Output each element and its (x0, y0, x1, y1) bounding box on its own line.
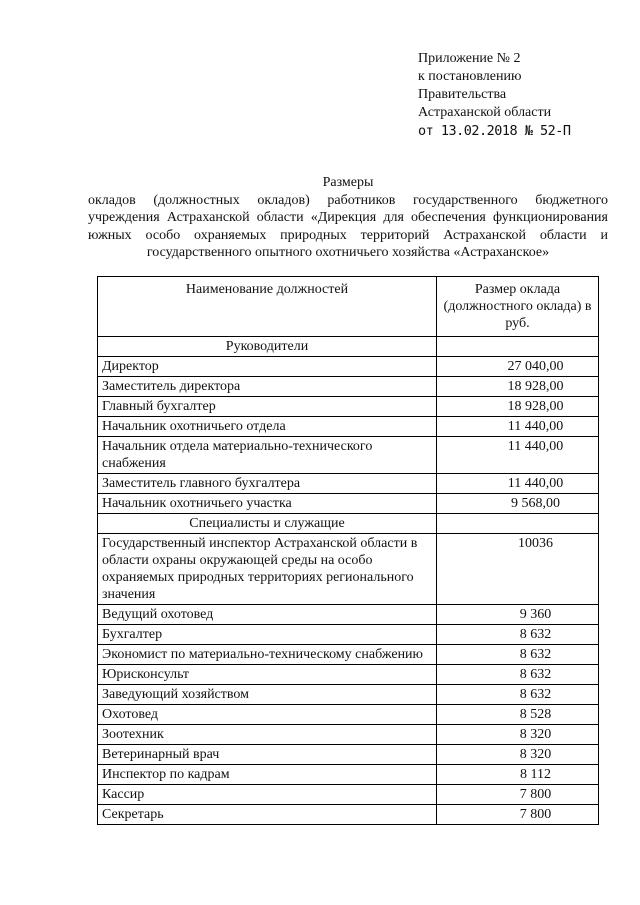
table-header-row (98, 277, 599, 337)
table-row (98, 534, 599, 605)
appendix-line: Приложение № 2 (418, 51, 521, 66)
position-name: Бухгалтер (98, 625, 437, 645)
table-row (98, 725, 599, 745)
position-name: Директор (98, 357, 437, 377)
header-position: Наименование должностей (98, 277, 437, 337)
section-row (98, 514, 599, 534)
salary-value: 8 632 (437, 685, 599, 705)
salary-value: 8 632 (437, 665, 599, 685)
position-name: Государственный инспектор Астраханской области в области охраны окружающей среды на особо охраняемых природных территориях регионального значения (98, 534, 437, 605)
salary-value: 11 440,00 (437, 474, 599, 494)
section-empty-cell (437, 337, 599, 357)
table-row (98, 437, 599, 474)
salary-value: 7 800 (437, 805, 599, 825)
salary-value: 8 112 (437, 765, 599, 785)
table-body (98, 337, 599, 825)
salary-table (97, 276, 599, 825)
salary-value: 8 632 (437, 645, 599, 665)
salary-value: 11 440,00 (437, 417, 599, 437)
position-name: Секретарь (98, 805, 437, 825)
table-row (98, 785, 599, 805)
appendix-line: к постановлению (418, 69, 522, 84)
table-row (98, 474, 599, 494)
table-row (98, 625, 599, 645)
salary-value: 10036 (437, 534, 599, 605)
position-name: Главный бухгалтер (98, 397, 437, 417)
position-name: Начальник охотничьего участка (98, 494, 437, 514)
salary-value: 9 568,00 (437, 494, 599, 514)
section-row (98, 337, 599, 357)
position-name: Заведующий хозяйством (98, 685, 437, 705)
section-title: Специалисты и служащие (98, 514, 437, 534)
salary-value: 7 800 (437, 785, 599, 805)
salary-value: 18 928,00 (437, 377, 599, 397)
appendix-date-number: от 13.02.2018 № 52-П (418, 123, 571, 139)
table-row (98, 357, 599, 377)
position-name: Ведущий охотовед (98, 605, 437, 625)
table-row (98, 494, 599, 514)
salary-value: 18 928,00 (437, 397, 599, 417)
position-name: Экономист по материально-техническому снабжению (98, 645, 437, 665)
table-row (98, 377, 599, 397)
section-title: Руководители (98, 337, 437, 357)
salary-value: 8 528 (437, 705, 599, 725)
table-row (98, 765, 599, 785)
salary-value: 8 320 (437, 725, 599, 745)
position-name: Начальник охотничьего отдела (98, 417, 437, 437)
title-heading: Размеры (322, 175, 374, 190)
table-row (98, 685, 599, 705)
table-row (98, 605, 599, 625)
table-row (98, 805, 599, 825)
table-row (98, 417, 599, 437)
table-row (98, 397, 599, 417)
position-name: Кассир (98, 785, 437, 805)
document-title (88, 174, 608, 262)
position-name: Ветеринарный врач (98, 745, 437, 765)
salary-value: 9 360 (437, 605, 599, 625)
title-text: окладов (должностных окладов) работников государственного бюджетного учреждения Астраханской области «Дирекция для обеспечения функционирования южных особо охраняемых природных территорий Астраханской области и государственного опытного охотничьего хозяйства «Астраханское» (88, 192, 608, 260)
table-row (98, 645, 599, 665)
section-empty-cell (437, 514, 599, 534)
salary-value: 8 632 (437, 625, 599, 645)
table-row (98, 745, 599, 765)
table-row (98, 705, 599, 725)
header-salary: Размер оклада (должностного оклада) в руб. (437, 277, 599, 337)
table-row (98, 665, 599, 685)
appendix-line: Правительства (418, 87, 507, 102)
salary-value: 11 440,00 (437, 437, 599, 474)
salary-value: 27 040,00 (437, 357, 599, 377)
position-name: Заместитель главного бухгалтера (98, 474, 437, 494)
position-name: Зоотехник (98, 725, 437, 745)
position-name: Начальник отдела материально-технического снабжения (98, 437, 437, 474)
position-name: Юрисконсульт (98, 665, 437, 685)
appendix-block (418, 50, 628, 140)
appendix-line: Астраханской области (418, 105, 552, 120)
position-name: Охотовед (98, 705, 437, 725)
salary-value: 8 320 (437, 745, 599, 765)
position-name: Заместитель директора (98, 377, 437, 397)
position-name: Инспектор по кадрам (98, 765, 437, 785)
